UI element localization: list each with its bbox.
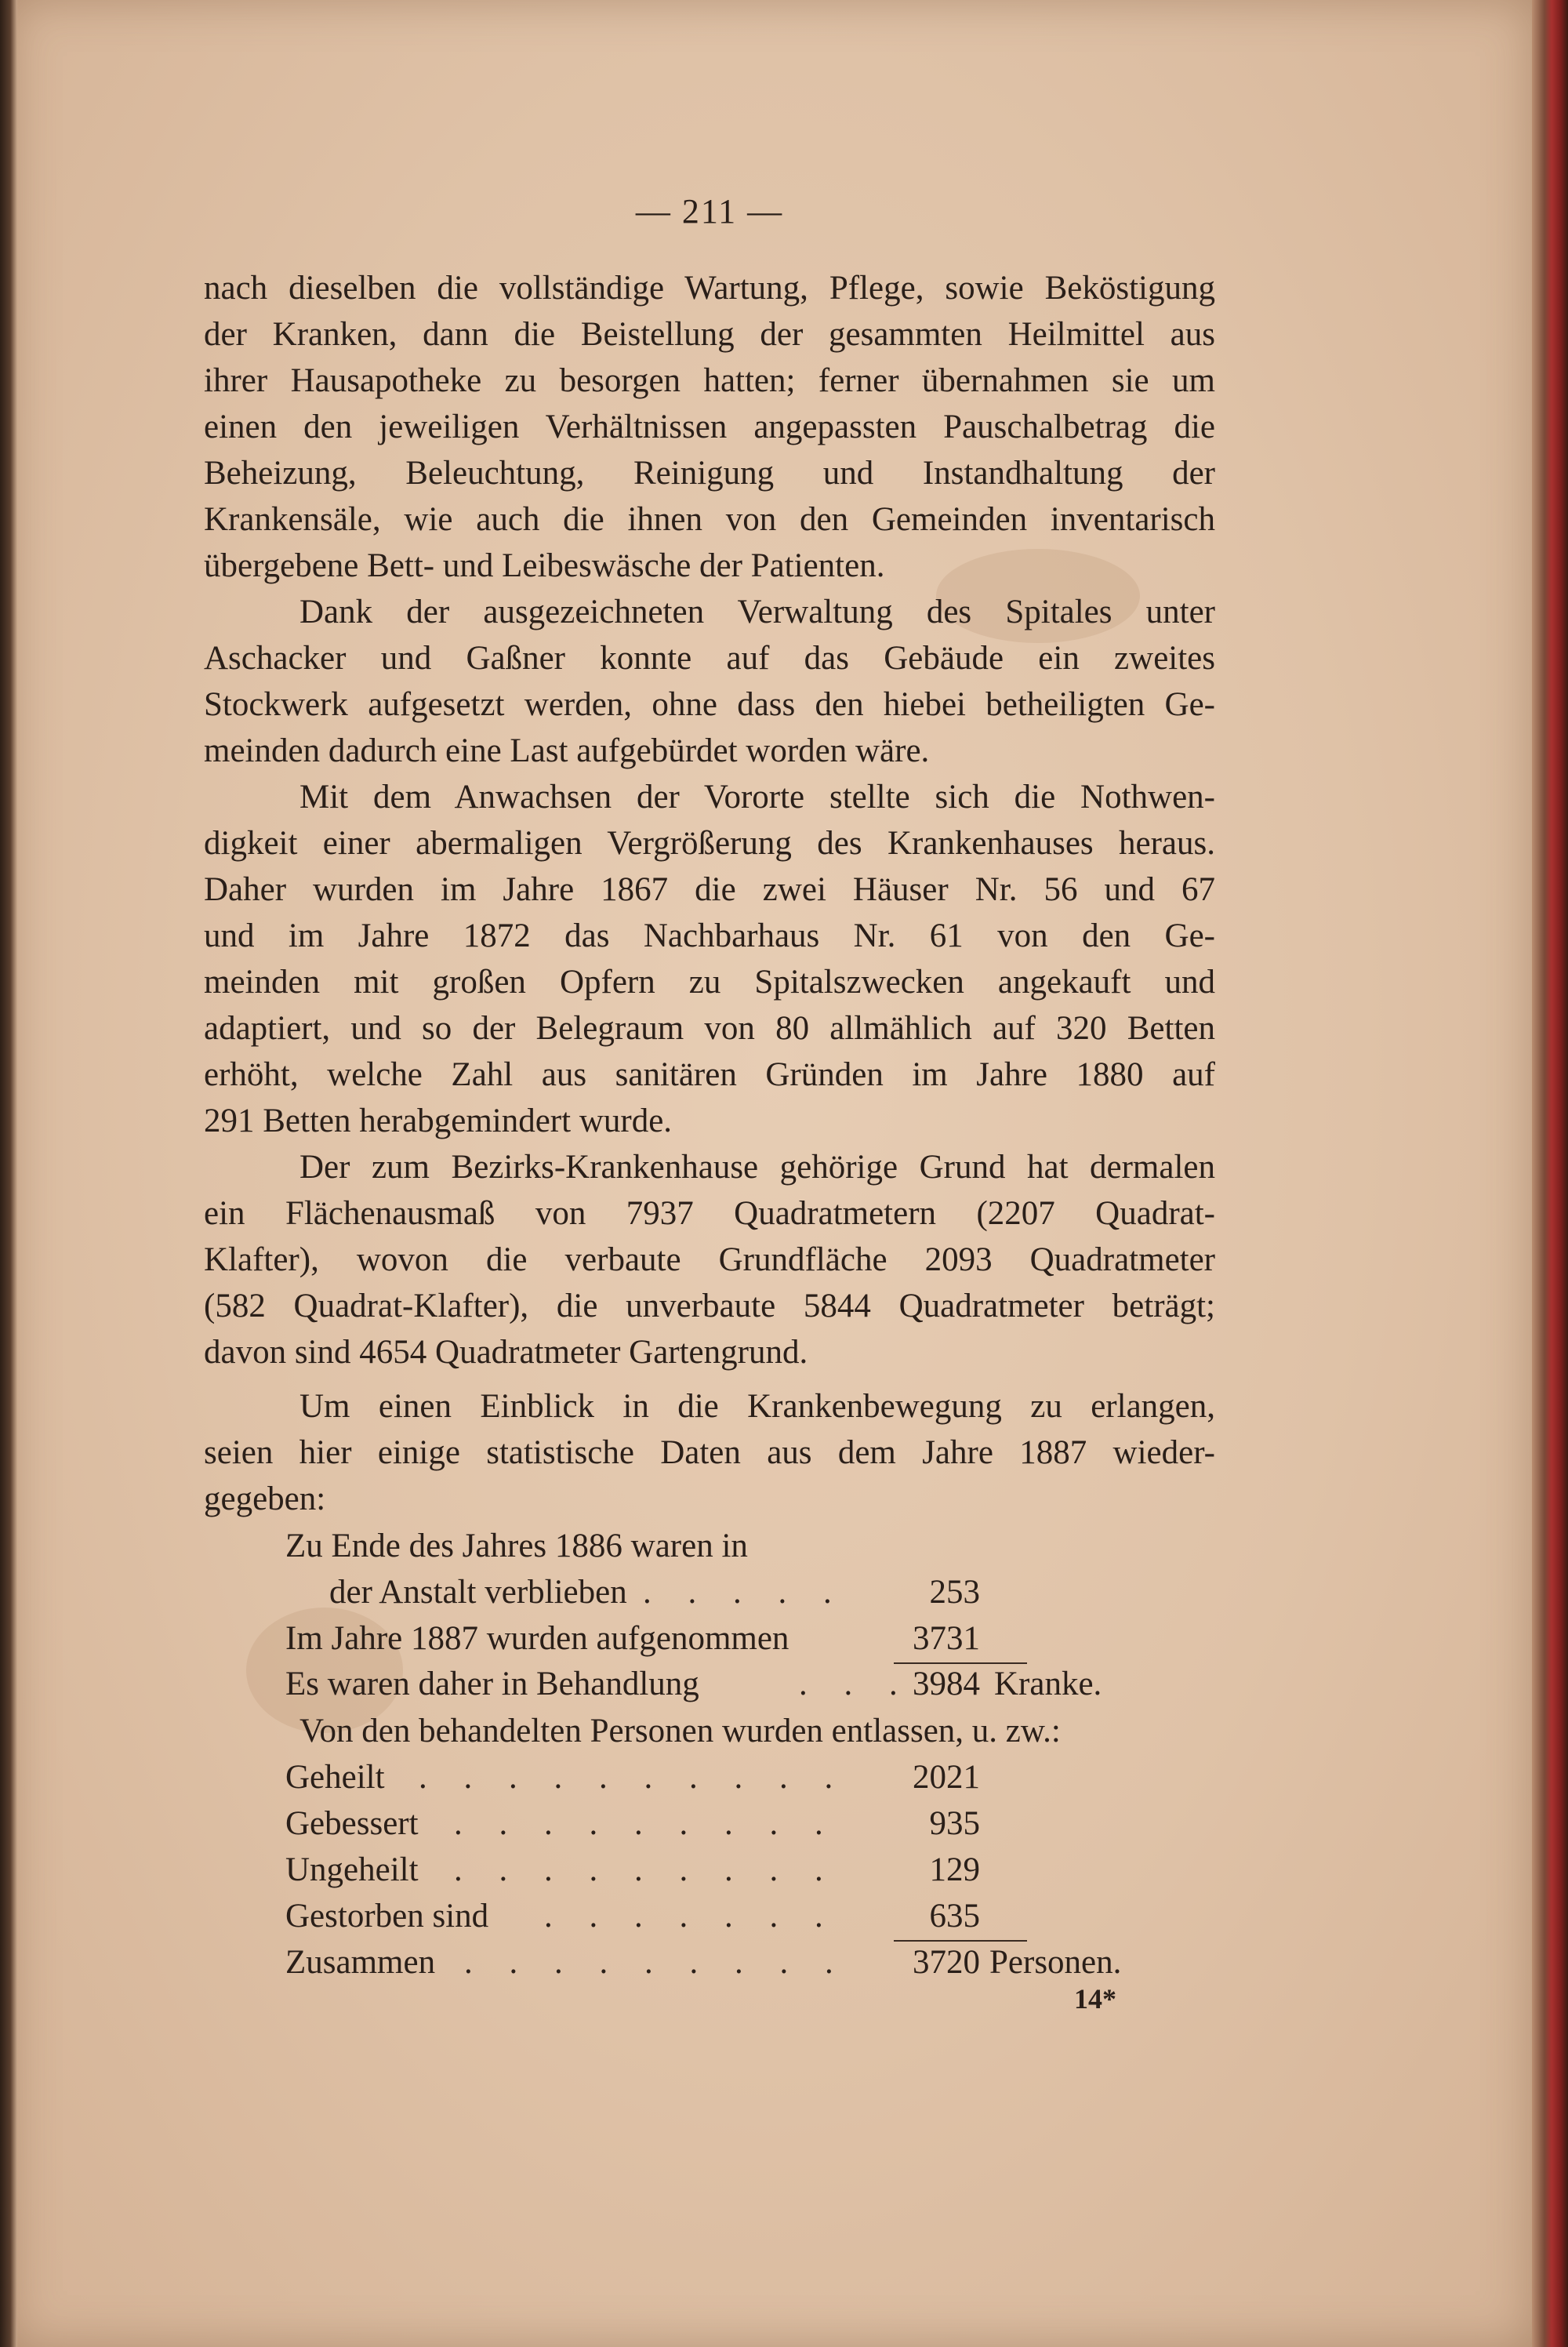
text-line: erhöht, welche Zahl aus sanitären Gründen im Jahre 1880 auf	[204, 1056, 1215, 1093]
stat-value: 253	[929, 1574, 980, 1611]
text-line: Mit dem Anwachsen der Vororte stellte sich die Nothwen-	[299, 779, 1215, 816]
text-line: Aschacker und Gaßner konnte auf das Gebäude ein zweites	[204, 640, 1215, 677]
paragraph-3	[204, 774, 1215, 1144]
stat-value: 635	[929, 1898, 980, 1935]
stat-row	[285, 1615, 1148, 1662]
text-line: ein Flächenausmaß von 7937 Quadratmetern (2207 Quadrat-	[204, 1195, 1215, 1232]
leader-dots: . . . . . . . . .	[454, 1805, 837, 1842]
stat-label: Zusammen	[285, 1944, 436, 1981]
statistics-table	[204, 1523, 1215, 2015]
stat-row	[329, 1569, 1137, 1615]
text-line: Stockwerk aufgesetzt werden, ohne dass den hiebei betheiligten Ge-	[204, 686, 1215, 723]
text-line: Krankensäle, wie auch die ihnen von den Gemeinden inventarisch	[204, 501, 1215, 538]
stat-label: Im Jahre 1887 wurden aufgenommen	[285, 1620, 789, 1657]
text-line: Klafter), wovon die verbaute Grundfläche 2093 Quadratmeter	[204, 1241, 1215, 1278]
stat-value: 2021	[913, 1759, 980, 1796]
leader-dots: . . . . . . . . .	[454, 1851, 837, 1888]
leader-dots: . . . . . . .	[544, 1898, 837, 1935]
stat-unit: Kranke.	[994, 1666, 1102, 1702]
page-number: — 211 —	[635, 192, 784, 231]
paragraph-5	[204, 1383, 1215, 1522]
text-line: seien hier einige statistische Daten aus dem Jahre 1887 wieder-	[204, 1434, 1215, 1471]
text-line: davon sind 4654 Quadratmeter Gartengrund.	[204, 1334, 808, 1371]
text-line: Um einen Einblick in die Krankenbewegung zu erlangen,	[299, 1388, 1215, 1425]
stat-row	[285, 1754, 1148, 1800]
text-line: der Kranken, dann die Beistellung der gesammten Heilmittel aus	[204, 316, 1215, 353]
stat-label: Geheilt	[285, 1759, 385, 1796]
book-cover-edge	[1532, 0, 1568, 2347]
paragraph-2	[204, 589, 1215, 774]
text-line: Beheizung, Beleuchtung, Reinigung und Instandhaltung der	[204, 455, 1215, 492]
stat-unit: Personen.	[989, 1944, 1122, 1981]
leader-dots: . . . . .	[643, 1574, 846, 1611]
book-gutter	[0, 0, 17, 2347]
signature-mark: 14*	[1074, 1983, 1116, 2015]
text-line: Dank der ausgezeichneten Verwaltung des Spitales unter	[299, 594, 1215, 630]
leader-dots: . . . . . . . . .	[464, 1944, 848, 1981]
stat-value: 3984	[913, 1666, 980, 1702]
stat-label: der Anstalt verblieben	[329, 1574, 627, 1611]
text-line: meinden dadurch eine Last aufgebürdet worden wäre.	[204, 732, 930, 769]
text-line: Der zum Bezirks-Krankenhause gehörige Grund hat dermalen	[299, 1149, 1215, 1186]
stat-row	[285, 1661, 1226, 1707]
leader-dots: . . . . . . . . . .	[419, 1759, 848, 1796]
text-line: Daher wurden im Jahre 1867 die zwei Häuser Nr. 56 und 67	[204, 871, 1215, 908]
stat-label: Gestorben sind	[285, 1898, 489, 1935]
stat-heading: Von den behandelten Personen wurden entlassen, u. zw.:	[299, 1713, 1061, 1749]
text-line: und im Jahre 1872 das Nachbarhaus Nr. 61 von den Ge-	[204, 917, 1215, 954]
stat-row	[285, 1800, 1148, 1847]
stat-row	[285, 1847, 1148, 1893]
stat-label: Es waren daher in Behandlung	[285, 1666, 699, 1702]
stat-row	[285, 1893, 1148, 1939]
paragraph-4	[204, 1144, 1215, 1375]
text-line: übergebene Bett- und Leibeswäsche der Patienten.	[204, 547, 885, 584]
text-line: ihrer Hausapotheke zu besorgen hatten; ferner übernahmen sie um	[204, 362, 1215, 399]
text-line: gegeben:	[204, 1480, 326, 1517]
text-line: adaptiert, und so der Belegraum von 80 allmählich auf 320 Betten	[204, 1010, 1215, 1047]
stat-row-label: Zu Ende des Jahres 1886 waren in	[285, 1528, 748, 1564]
stat-row-total	[285, 1939, 1226, 1986]
text-line: einen den jeweiligen Verhältnissen angepassten Pauschalbetrag die	[204, 409, 1215, 445]
leader-dots: . . .	[799, 1666, 912, 1702]
stat-value: 3720	[913, 1944, 980, 1981]
text-line: (582 Quadrat-Klafter), die unverbaute 5844 Quadratmeter beträgt;	[204, 1288, 1215, 1324]
stat-label: Gebessert	[285, 1805, 419, 1842]
text-line: digkeit einer abermaligen Vergrößerung des Krankenhauses heraus.	[204, 825, 1215, 862]
stat-value: 3731	[913, 1620, 980, 1657]
stat-value: 129	[929, 1851, 980, 1888]
paragraph-1	[204, 265, 1215, 589]
text-line: nach dieselben die vollständige Wartung, Pflege, sowie Beköstigung	[204, 270, 1215, 307]
text-line: meinden mit großen Opfern zu Spitalszwecken angekauft und	[204, 964, 1215, 1001]
stat-value: 935	[929, 1805, 980, 1842]
text-line: 291 Betten herabgemindert wurde.	[204, 1103, 673, 1139]
stat-label: Ungeheilt	[285, 1851, 419, 1888]
